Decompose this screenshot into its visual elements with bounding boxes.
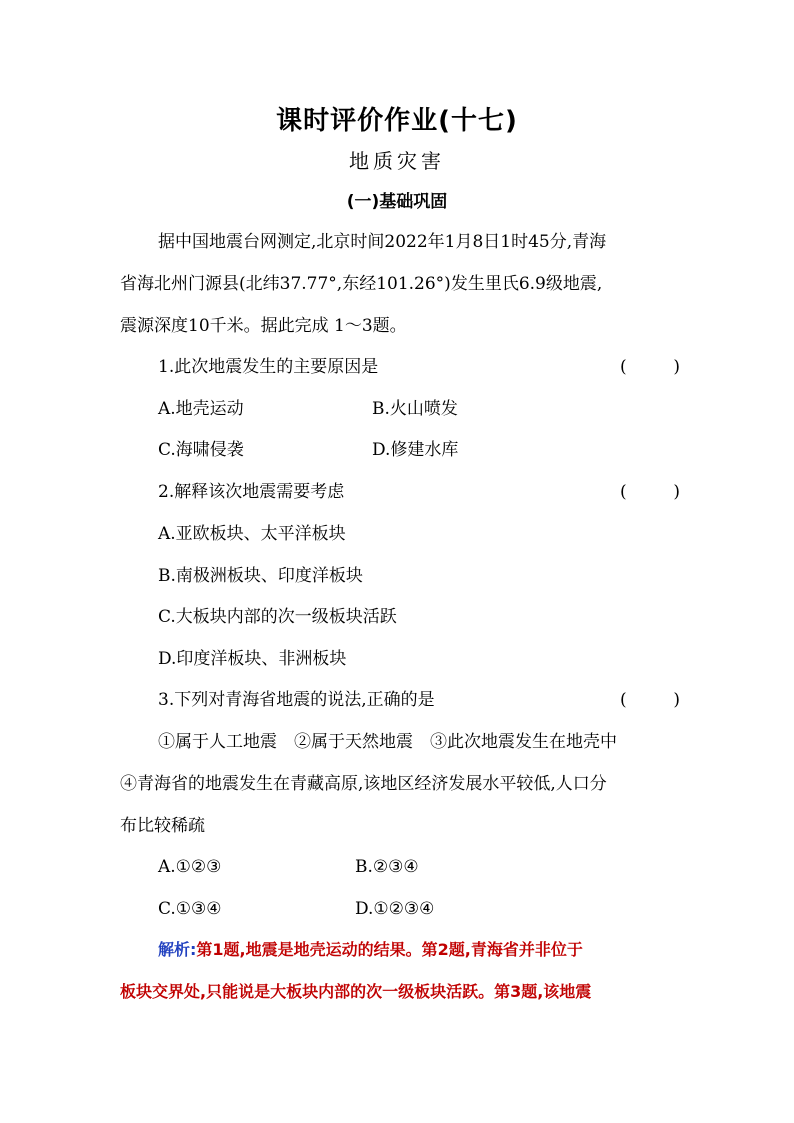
answer-bracket-3 (620, 688, 680, 712)
question-1-text: 1.此次地震发生的主要原因是 (158, 357, 379, 377)
intro-line-1: 据中国地震台网测定,北京时间2022年1月8日1时45分,青海 (158, 232, 607, 252)
q3-statement-line-3: 布比较稀疏 (120, 816, 205, 836)
bracket-open: ( (620, 482, 627, 502)
intro-line-2: 省海北州门源县(北纬37.77°,东经101.26°)发生里氏6.9级地震, (120, 274, 603, 294)
analysis-line-2: 板块交界处,只能说是大板块内部的次一级板块活跃。第3题,该地震 (120, 982, 592, 1001)
analysis-label: 解析: (158, 940, 197, 959)
analysis-line-1 (158, 938, 680, 962)
bracket-close: ) (673, 357, 680, 377)
q3-option-c: C.①③④ (158, 899, 222, 919)
bracket-open: ( (620, 357, 627, 377)
page-subtitle: 地质灾害 (349, 149, 445, 173)
q2-option-a: A.亚欧板块、太平洋板块 (158, 524, 346, 544)
page-title: 课时评价作业(十七) (276, 106, 518, 136)
q1-option-c: C.海啸侵袭 (158, 440, 244, 460)
answer-bracket-1 (620, 355, 680, 379)
question-3-stem (158, 688, 680, 712)
answer-bracket-2 (620, 480, 680, 504)
bracket-open: ( (620, 690, 627, 710)
section-heading: (一)基础巩固 (346, 192, 448, 212)
q1-option-b: B.火山喷发 (372, 399, 458, 419)
q1-option-a: A.地壳运动 (158, 399, 244, 419)
question-2-text: 2.解释该次地震需要考虑 (158, 482, 345, 502)
q1-option-d: D.修建水库 (372, 440, 459, 460)
question-3-text: 3.下列对青海省地震的说法,正确的是 (158, 690, 435, 710)
q3-statement-line-2: ④青海省的地震发生在青藏高原,该地区经济发展水平较低,人口分 (120, 774, 607, 794)
analysis-text-1: 第1题,地震是地壳运动的结果。第2题,青海省并非位于 (196, 940, 583, 959)
bracket-close: ) (673, 482, 680, 502)
q3-option-d: D.①②③④ (355, 899, 435, 919)
q2-option-d: D.印度洋板块、非洲板块 (158, 649, 347, 669)
question-2-stem (158, 480, 680, 504)
question-1-stem (158, 355, 680, 379)
q2-option-c: C.大板块内部的次一级板块活跃 (158, 607, 397, 627)
q3-option-b: B.②③④ (355, 857, 419, 877)
intro-line-3: 震源深度10千米。据此完成 1～3题。 (120, 316, 407, 336)
bracket-close: ) (673, 690, 680, 710)
q3-statement-line-1: ①属于人工地震 ②属于天然地震 ③此次地震发生在地壳中 (158, 732, 617, 752)
q2-option-b: B.南极洲板块、印度洋板块 (158, 566, 363, 586)
q3-option-a: A.①②③ (158, 857, 222, 877)
